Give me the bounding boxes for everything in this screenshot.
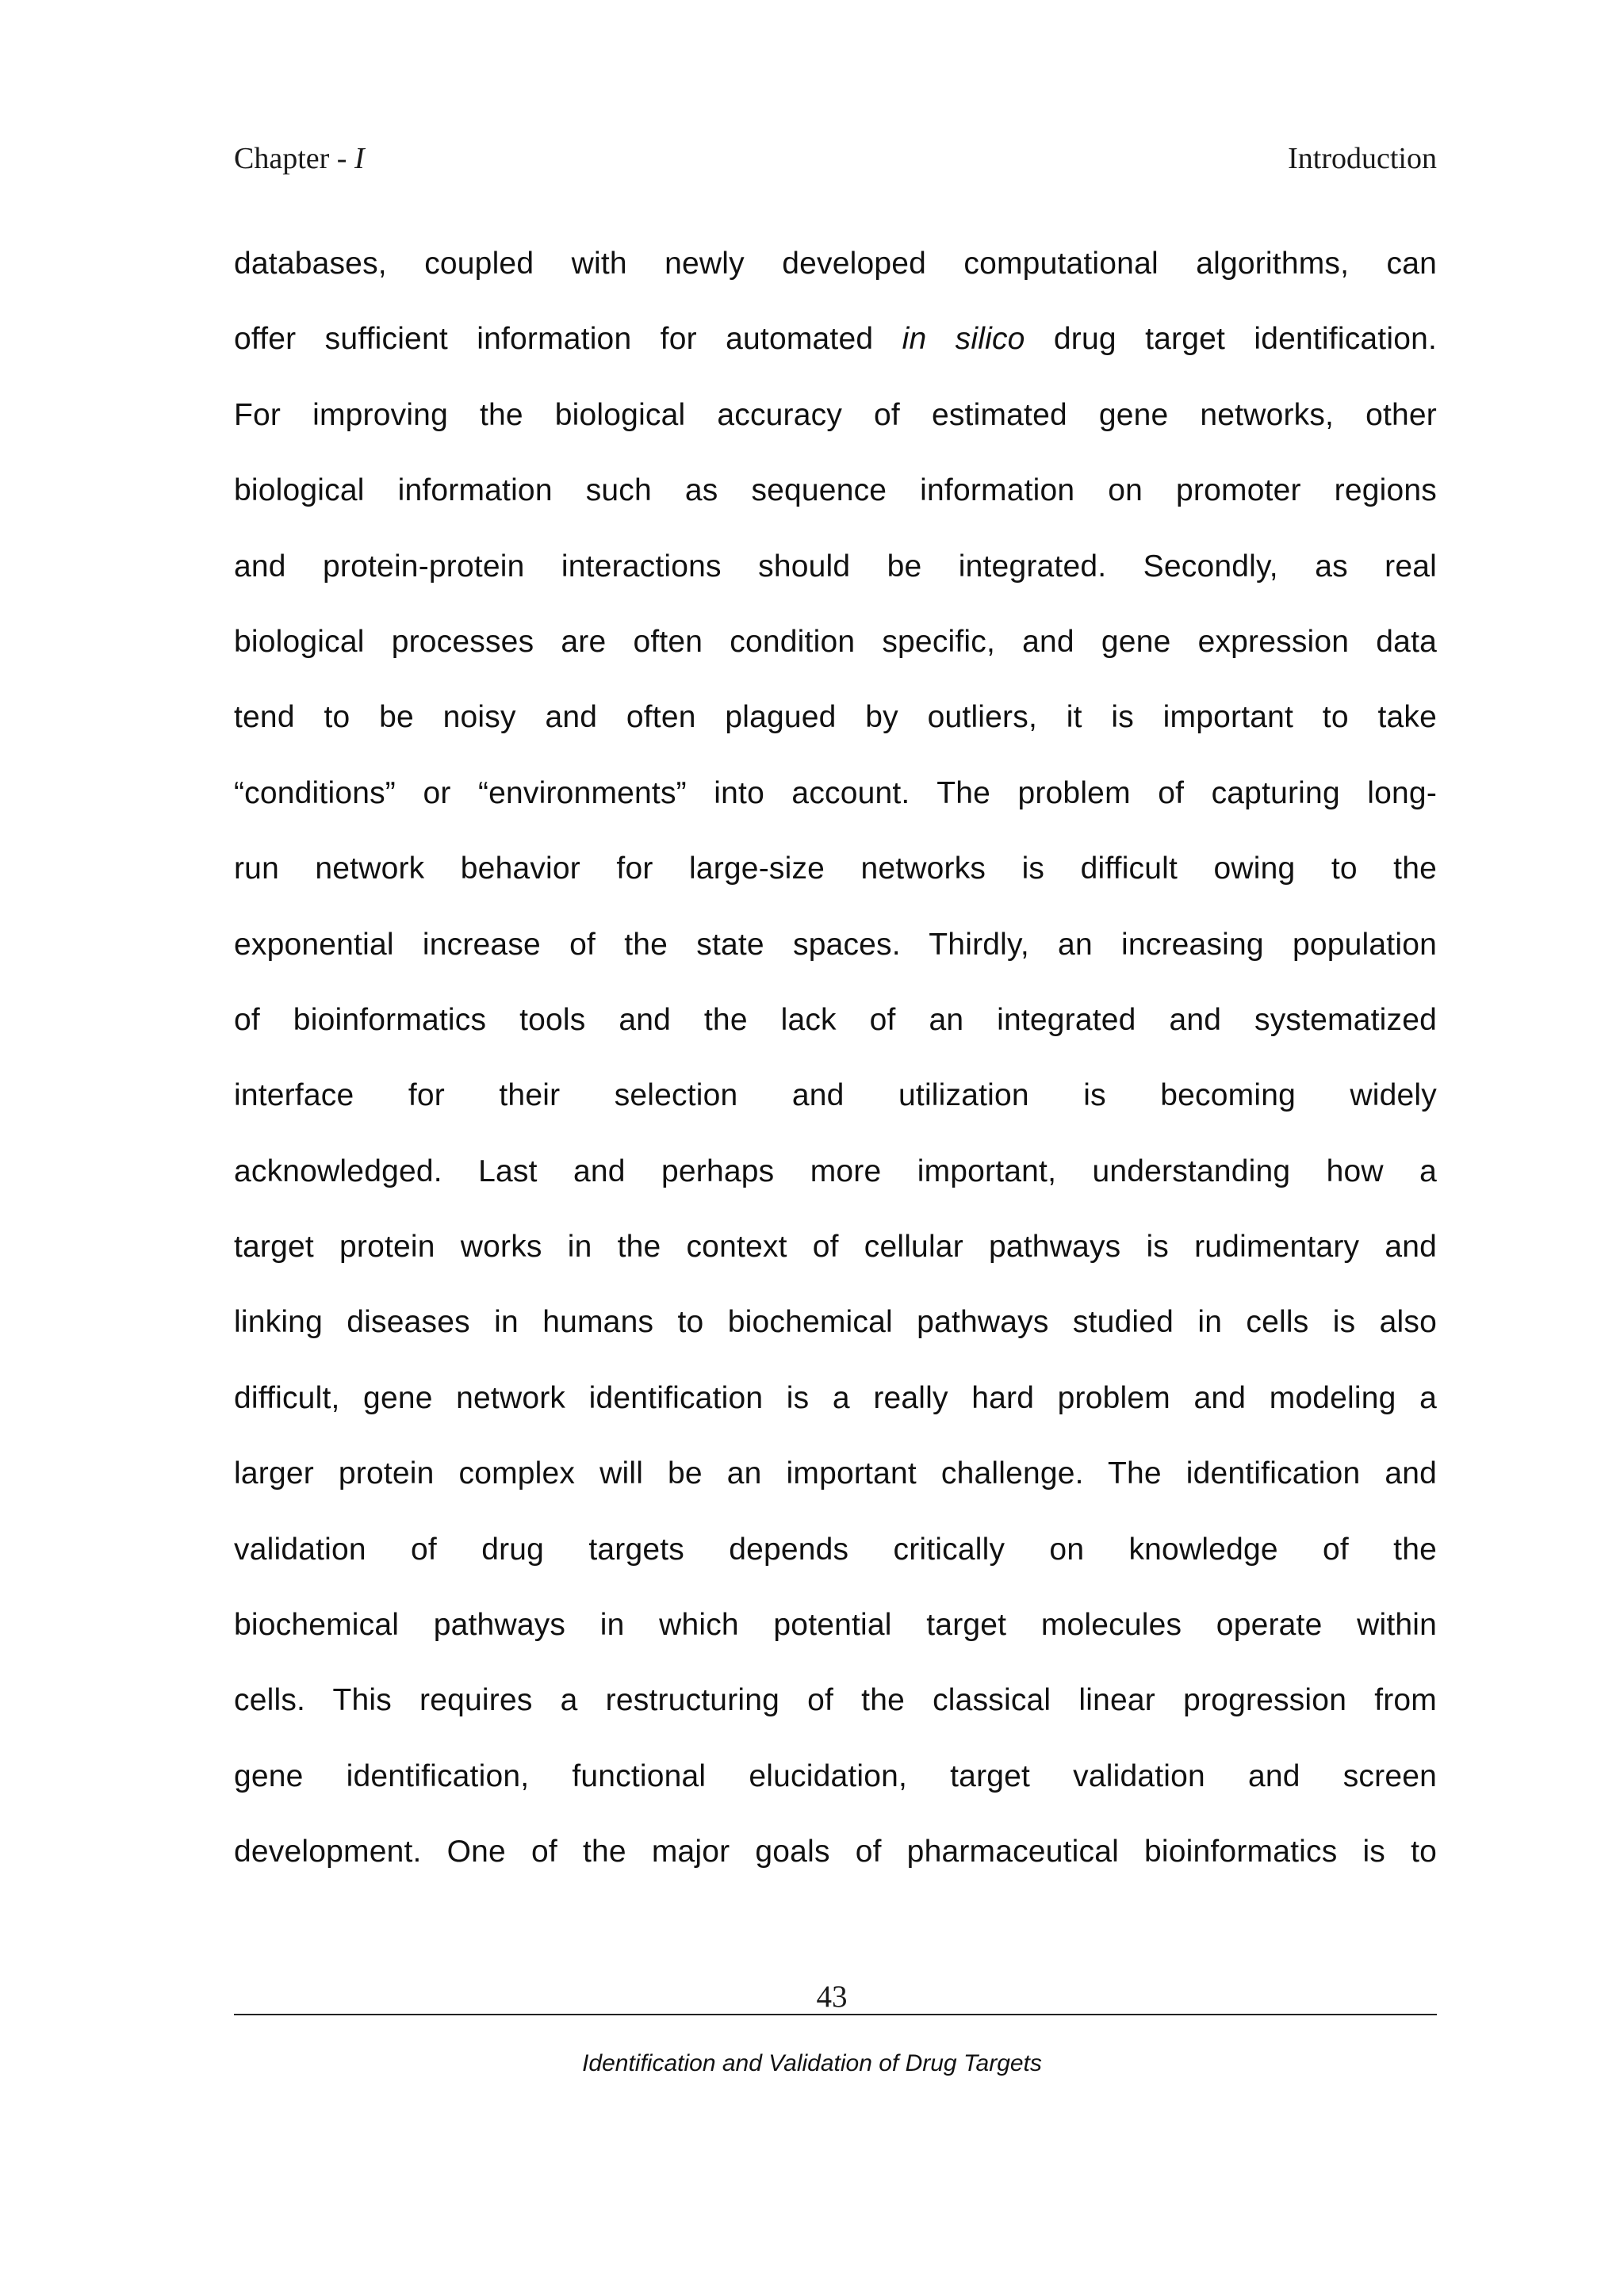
italic-term: in silico <box>902 322 1025 357</box>
body-line: gene identification, functional elucidation, target validation and screen <box>234 1758 1437 1793</box>
body-line: interface for their selection and utilization is becoming widely <box>234 1078 1437 1113</box>
chapter-numeral: I <box>354 142 365 175</box>
chapter-label-text: Chapter - <box>234 142 354 175</box>
body-line: acknowledged. Last and perhaps more important, understanding how a <box>234 1154 1437 1188</box>
body-line: biological information such as sequence information on promoter regions <box>234 473 1437 508</box>
body-line: biological processes are often condition specific, and gene expression data <box>234 624 1437 659</box>
body-line: cells. This requires a restructuring of the classical linear progression from <box>234 1683 1437 1718</box>
body-line: of bioinformatics tools and the lack of an integrated and systematized <box>234 1002 1437 1037</box>
body-line-text: drug target identification. <box>1025 322 1438 357</box>
body-line: exponential increase of the state spaces. Thirdly, an increasing population <box>234 927 1437 962</box>
body-line: run network behavior for large-size networks is difficult owing to the <box>234 851 1437 886</box>
running-header <box>234 141 1437 181</box>
section-title: Introduction <box>1288 142 1437 175</box>
page-number: 43 <box>816 1980 848 2014</box>
body-line <box>234 312 1437 387</box>
body-line: difficult, gene network identification is a really hard problem and modeling a <box>234 1380 1437 1415</box>
body-line: tend to be noisy and often plagued by outliers, it is important to take <box>234 700 1437 735</box>
body-line: linking diseases in humans to biochemical pathways studied in cells is also <box>234 1305 1437 1340</box>
body-line: databases, coupled with newly developed computational algorithms, can <box>234 247 1437 281</box>
footer-divider <box>234 2014 1437 2015</box>
body-line: validation of drug targets depends critically on knowledge of the <box>234 1532 1437 1567</box>
body-line: and protein-protein interactions should be integrated. Secondly, as real <box>234 549 1437 584</box>
body-line: larger protein complex will be an important challenge. The identification and <box>234 1456 1437 1491</box>
body-line: “conditions” or “environments” into account. The problem of capturing long- <box>234 775 1437 810</box>
body-line: development. One of the major goals of pharmaceutical bioinformatics is to <box>234 1835 1437 1869</box>
chapter-label <box>234 141 365 176</box>
body-line: biochemical pathways in which potential target molecules operate within <box>234 1608 1437 1643</box>
body-paragraph <box>234 236 1437 1900</box>
body-line: For improving the biological accuracy of estimated gene networks, other <box>234 397 1437 432</box>
body-line: target protein works in the context of cellular pathways is rudimentary and <box>234 1230 1437 1265</box>
footer-book-title: Identification and Validation of Drug Targets <box>582 2050 1042 2076</box>
body-line-text: offer sufficient information for automated <box>234 322 902 357</box>
